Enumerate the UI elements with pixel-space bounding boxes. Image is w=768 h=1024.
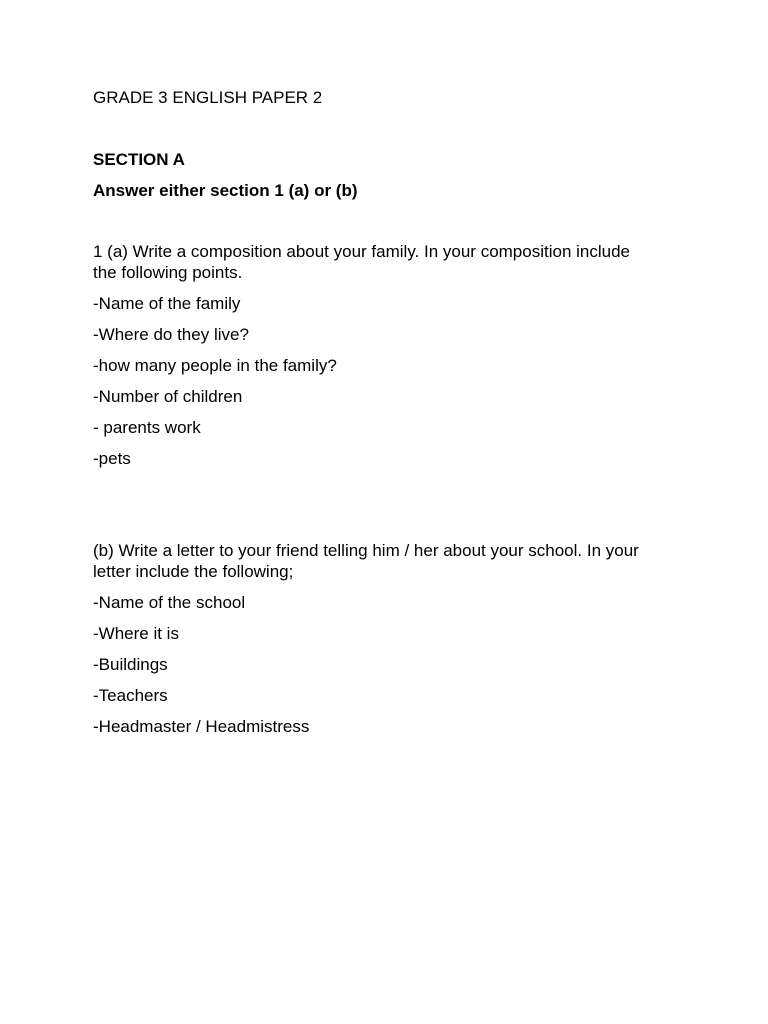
question-b-prompt-line-2: letter include the following; — [93, 562, 294, 581]
question-a-point: -how many people in the family? — [93, 356, 337, 375]
question-a-prompt-line-2: the following points. — [93, 263, 243, 282]
section-instruction: Answer either section 1 (a) or (b) — [93, 181, 358, 200]
question-b-point: -Teachers — [93, 686, 168, 705]
section-heading: SECTION A — [93, 150, 185, 169]
question-a-prompt-line-1: 1 (a) Write a composition about your family. In your composition include — [93, 242, 631, 261]
question-a-point: -Name of the family — [93, 294, 241, 313]
question-b-point: -Headmaster / Headmistress — [93, 717, 310, 736]
question-b-prompt-line-1: (b) Write a letter to your friend telling him / her about your school. In your — [93, 541, 639, 560]
document-title: GRADE 3 ENGLISH PAPER 2 — [93, 88, 323, 107]
question-b-point: -Buildings — [93, 655, 168, 674]
question-a-point: - parents work — [93, 418, 201, 437]
question-b-point: -Where it is — [93, 624, 179, 643]
question-a-point: -pets — [93, 449, 131, 468]
question-a-point: -Number of children — [93, 387, 243, 406]
question-a-point: -Where do they live? — [93, 325, 249, 344]
question-b-point: -Name of the school — [93, 593, 246, 612]
